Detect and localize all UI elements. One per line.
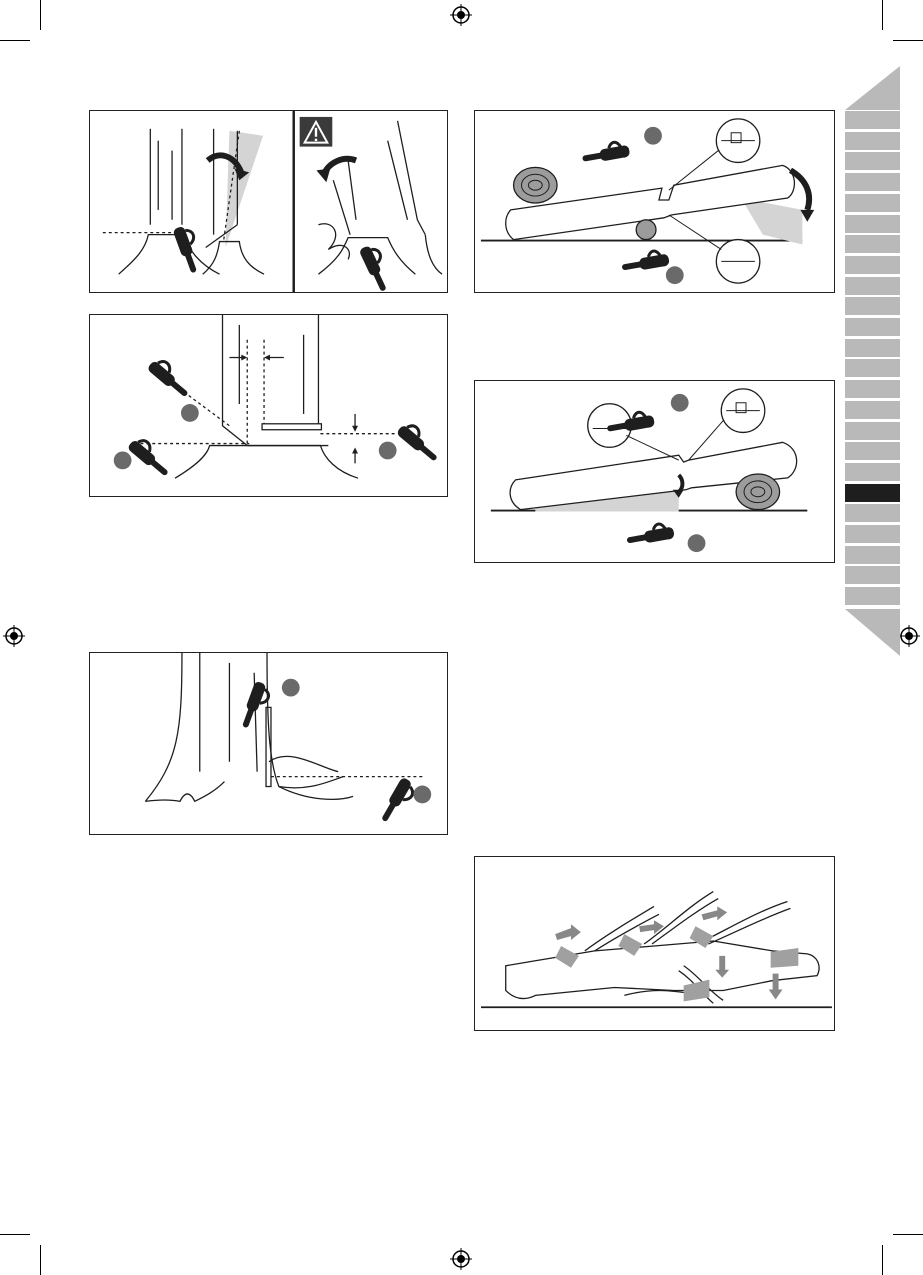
language-tab xyxy=(845,152,900,170)
language-tab xyxy=(845,339,900,357)
tree-trunk-left xyxy=(103,129,220,274)
language-tab-strip xyxy=(845,66,900,656)
fallen-trunk xyxy=(506,892,819,1004)
callout-circle xyxy=(282,679,300,697)
tree-base xyxy=(145,653,422,801)
figure-log-bucking-end-support xyxy=(474,380,835,563)
warning-triangle-icon xyxy=(300,117,333,147)
step-height-arrows xyxy=(352,414,358,463)
figure-felling-back-cut xyxy=(89,314,448,497)
figure-felling-notch xyxy=(89,110,448,293)
language-tab xyxy=(845,380,900,398)
language-tab xyxy=(845,546,900,564)
log-end-cross-section xyxy=(514,167,558,203)
crop-mark-bottom-left-v xyxy=(40,1245,41,1275)
chainsaw-icon xyxy=(127,434,175,478)
crop-mark-top-left-v xyxy=(40,0,41,30)
crop-mark-top-right-h xyxy=(893,40,923,41)
crop-mark-top-right-v xyxy=(882,0,883,30)
crop-mark-top-left-h xyxy=(0,40,30,41)
language-tab xyxy=(845,235,900,253)
language-tab xyxy=(845,401,900,419)
figure-log-bucking-top-support xyxy=(474,110,835,293)
language-tab xyxy=(845,111,900,129)
callout-circle xyxy=(114,451,132,469)
crop-mark-bottom-right-h xyxy=(893,1234,923,1235)
language-tab xyxy=(845,463,900,481)
callout-circle xyxy=(671,394,689,412)
registration-mark-top xyxy=(450,4,472,26)
registration-mark-right xyxy=(898,625,920,647)
falling-trunk xyxy=(203,129,264,274)
tab-strip-bottom-taper xyxy=(845,609,900,656)
chainsaw-icon xyxy=(620,249,670,274)
language-tab xyxy=(845,484,900,502)
chainsaw-icon xyxy=(146,355,194,399)
tree-stump xyxy=(140,315,397,478)
figure-limbing-fallen-tree xyxy=(474,856,835,1031)
chainsaw-icon xyxy=(625,522,675,547)
callout-circle xyxy=(379,442,397,460)
language-tab xyxy=(845,587,900,605)
callout-circle xyxy=(644,127,662,145)
language-tab xyxy=(845,277,900,295)
chainsaw-icon xyxy=(359,242,395,292)
language-tab xyxy=(845,256,900,274)
callout-circle xyxy=(666,266,684,284)
language-tab xyxy=(845,504,900,522)
language-tab xyxy=(845,359,900,377)
callout-circle xyxy=(413,786,431,804)
language-tab xyxy=(845,318,900,336)
hinge-width-arrows xyxy=(229,355,283,361)
registration-mark-left xyxy=(3,625,25,647)
language-tab xyxy=(845,173,900,191)
language-tab xyxy=(845,194,900,212)
figure-root-buttress-removal xyxy=(89,652,448,835)
language-tab xyxy=(845,442,900,460)
language-tab xyxy=(845,566,900,584)
callout-circle xyxy=(688,534,706,552)
log-end-cross-section xyxy=(736,474,780,510)
chainsaw-icon xyxy=(172,224,205,275)
crop-mark-bottom-left-h xyxy=(0,1234,30,1235)
chainsaw-icon xyxy=(396,420,444,464)
tab-strip-top-taper xyxy=(845,66,900,110)
chainsaw-icon xyxy=(581,140,631,165)
callout-circle xyxy=(181,404,199,422)
language-tab xyxy=(845,215,900,233)
language-tab xyxy=(845,525,900,543)
crop-mark-bottom-right-v xyxy=(882,1245,883,1275)
registration-mark-bottom xyxy=(450,1248,472,1270)
chainsaw-icon xyxy=(379,777,418,827)
tree-trunk-right xyxy=(318,121,442,274)
language-tab xyxy=(845,297,900,315)
language-tab xyxy=(845,422,900,440)
language-tab xyxy=(845,132,900,150)
